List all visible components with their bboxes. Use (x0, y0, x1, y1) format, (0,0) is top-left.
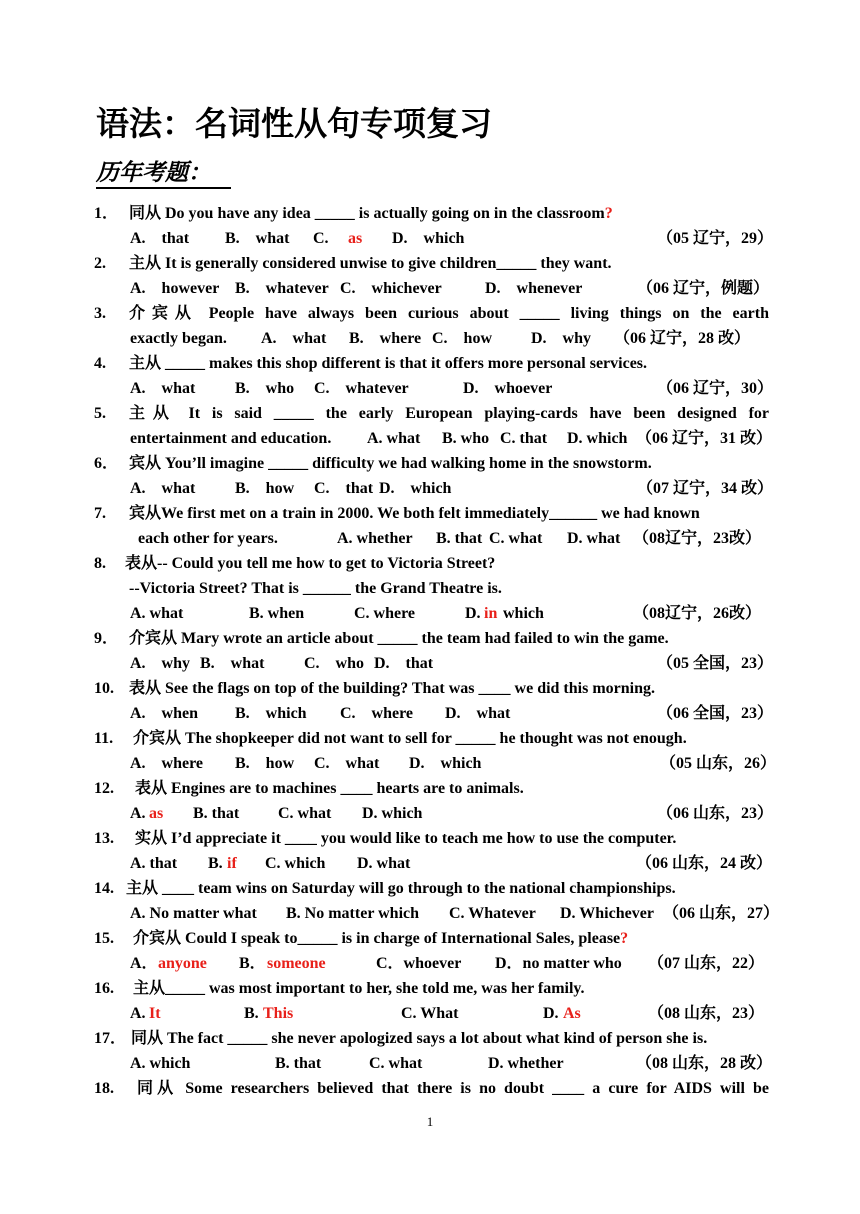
question-number: 1． (94, 205, 119, 222)
question-stem (0, 251, 860, 276)
option-a: A. that (130, 855, 178, 872)
question-options (0, 276, 860, 301)
option-a: A. why (130, 655, 191, 672)
option-a: A. what (261, 330, 327, 347)
option-d: D. Whichever (560, 905, 654, 922)
question-source: （06 辽宁，30） (657, 380, 774, 397)
question-source: （05 辽宁，29） (657, 230, 774, 247)
question-number: 3. (94, 305, 106, 322)
question-source: （08 山东，28 改） (636, 1055, 773, 1072)
option-a: A. which (130, 1055, 191, 1072)
question-options (0, 751, 860, 776)
stem-text: 同从 Do you have any idea _____ is actually going on in the classroom (129, 205, 605, 222)
option-c: C. what (314, 755, 380, 772)
option-c: C. What (401, 1005, 459, 1022)
option-a: A． (130, 955, 158, 972)
question-source: （05 山东，26） (660, 755, 777, 772)
question-number: 2. (94, 255, 106, 272)
question-options (0, 226, 860, 251)
question-options (0, 601, 860, 626)
option-b-answer: This (263, 1005, 294, 1022)
option-c: C. what (369, 1055, 423, 1072)
question-number: 5. (94, 405, 106, 422)
option-a-answer: as (149, 805, 164, 822)
option-d-rest: which (503, 605, 544, 622)
question-stem (0, 726, 860, 751)
option-d-answer: As (563, 1005, 581, 1022)
question-stem (0, 301, 860, 326)
stem-continuation: exactly began. (130, 330, 227, 347)
stem-text: 介宾从 The shopkeeper did not want to sell for _____ he thought was not enough. (133, 730, 687, 747)
question-stem (0, 1026, 860, 1051)
question-stem (0, 976, 860, 1001)
question-stem (0, 926, 860, 951)
option-b: B. what (225, 230, 290, 247)
option-a-answer: anyone (158, 955, 207, 972)
option-d: D. (465, 605, 481, 622)
question-source: （05 全国，23） (657, 655, 774, 672)
option-d: D. which (362, 805, 423, 822)
option-c: C. Whatever (449, 905, 536, 922)
question-source: （06 辽宁，28 改） (614, 330, 751, 347)
option-d: D. whether (488, 1055, 564, 1072)
question-text (133, 926, 628, 951)
option-a: A. where (130, 755, 204, 772)
option-d: D. whenever (485, 280, 583, 297)
question-options (0, 801, 860, 826)
option-a: A. what (130, 605, 184, 622)
question-stem-line2 (0, 576, 860, 601)
stem-text: 介宾从 Could I speak to_____ is in charge of International Sales, please (133, 930, 621, 947)
question-stem (0, 501, 860, 526)
question-options (0, 851, 860, 876)
stem-text: 表从 See the flags on top of the building? That was ____ we did this morning. (129, 680, 656, 697)
option-a: A. that (130, 230, 190, 247)
option-a: A. when (130, 705, 199, 722)
page-number: 1 (426, 1114, 434, 1129)
question-source: （06 山东，27） (663, 905, 780, 922)
stem-text: 主从 ____ team wins on Saturday will go through to the national championships. (126, 880, 676, 897)
option-a-answer: It (149, 1005, 161, 1022)
question-number: 13. (94, 830, 114, 847)
option-c: C. what (278, 805, 332, 822)
option-c-answer: as (348, 230, 363, 247)
option-b: B． (239, 955, 266, 972)
option-d-highlight: in (484, 605, 498, 622)
question-text (129, 201, 613, 226)
option-c: C. what (489, 530, 543, 547)
option-a: A. whether (337, 530, 413, 547)
question-options (0, 651, 860, 676)
option-c: C. where (340, 705, 414, 722)
question-number: 16. (94, 980, 114, 997)
option-d: D. what (567, 530, 621, 547)
question-number: 6． (94, 455, 119, 472)
option-d: D. that (374, 655, 434, 672)
question-source: （06 辽宁，31 改） (636, 430, 773, 447)
stem-text: 介宾从 People have always been curious about _____ living things on the earth (129, 305, 769, 322)
option-b: B. that (436, 530, 483, 547)
question-stem (0, 401, 860, 426)
stem-text: 同从 The fact _____ she never apologized says a lot about what kind of person she is. (131, 1030, 708, 1047)
option-b: B. when (249, 605, 305, 622)
question-stem (0, 776, 860, 801)
option-d: D. what (357, 855, 411, 872)
option-d: D. which (379, 480, 452, 497)
question-options (0, 326, 860, 351)
option-a: A. (130, 805, 146, 822)
question-source: （08辽宁，26改） (633, 605, 762, 622)
question-number: 4. (94, 355, 106, 372)
question-stem (0, 201, 860, 226)
option-a: A. (130, 1005, 146, 1022)
option-a: A. No matter what (130, 905, 257, 922)
question-options (0, 526, 860, 551)
stem-text: 表从-- Could you tell me how to get to Victoria Street? (125, 555, 496, 572)
option-b: B. that (193, 805, 240, 822)
question-options (0, 426, 860, 451)
option-c: C. (313, 230, 329, 247)
option-b: B. whatever (235, 280, 329, 297)
question-stem (0, 626, 860, 651)
option-a: A. what (130, 480, 196, 497)
question-number: 14. (94, 880, 114, 897)
question-source: （06 山东，24 改） (636, 855, 773, 872)
question-number: 8. (94, 555, 106, 572)
question-options (0, 1001, 860, 1026)
option-c: C. that (314, 480, 374, 497)
stem-text: 主从_____ was most important to her, she told me, was her family. (133, 980, 585, 997)
option-b: B. which (235, 705, 307, 722)
question-stem (0, 351, 860, 376)
option-c: C. who (304, 655, 365, 672)
section-heading: 历年考题： (96, 159, 231, 189)
question-number: 11. (94, 730, 114, 747)
question-options (0, 1051, 860, 1076)
stem-text: 同从 Some researchers believed that there is no doubt ____ a cure for AIDS will be (137, 1080, 769, 1097)
option-c: C. whichever (340, 280, 442, 297)
question-number: 7. (94, 505, 106, 522)
question-options (0, 901, 860, 926)
stem-text: 宾从We first met on a train in 2000. We both felt immediately______ we had known (129, 505, 700, 522)
option-b: B. how (235, 755, 295, 772)
option-d: D. what (445, 705, 511, 722)
option-d: D．no matter who (495, 955, 622, 972)
option-b: B. who (442, 430, 490, 447)
question-options (0, 951, 860, 976)
stem-text: 实从 I’d appreciate it ____ you would like to teach me how to use the computer. (135, 830, 677, 847)
question-source: （06 全国，23） (657, 705, 774, 722)
question-stem (0, 676, 860, 701)
option-b: B. (244, 1005, 259, 1022)
question-number: 15. (94, 930, 114, 947)
question-stem (0, 826, 860, 851)
option-d: D. (543, 1005, 559, 1022)
stem-text: 表从 Engines are to machines ____ hearts are to animals. (135, 780, 524, 797)
question-source: （08 山东，23） (648, 1005, 765, 1022)
stem-text: 介宾从 Mary wrote an article about _____ the team had failed to win the game. (129, 630, 669, 647)
question-number: 10. (94, 680, 114, 697)
option-c: C．whoever (376, 955, 462, 972)
stem-text: 主从 It is said _____ the early European playing-cards have been designed for (129, 405, 769, 422)
page-title: 语法：名词性从句专项复习 (96, 104, 492, 143)
question-stem (0, 551, 860, 576)
option-d: D. why (531, 330, 592, 347)
question-mark: ? (604, 205, 613, 222)
option-b-answer: if (227, 855, 237, 872)
option-d: D. which (392, 230, 465, 247)
question-number: 12. (94, 780, 114, 797)
question-options (0, 376, 860, 401)
stem-continuation: entertainment and education. (130, 430, 332, 447)
question-source: （08辽宁，23改） (633, 530, 762, 547)
question-options (0, 701, 860, 726)
option-b: B. No matter which (286, 905, 420, 922)
stem-text: 宾从 You’ll imagine _____ difficulty we had walking home in the snowstorm. (129, 455, 652, 472)
question-mark: ? (620, 930, 629, 947)
question-number: 18. (94, 1080, 114, 1097)
option-b: B. where (349, 330, 422, 347)
option-d: D. whoever (463, 380, 553, 397)
option-a: A. what (130, 380, 196, 397)
question-stem (0, 876, 860, 901)
question-options (0, 476, 860, 501)
stem-continuation: --Victoria Street? That is ______ the Grand Theatre is. (129, 580, 502, 597)
option-b: B. (208, 855, 223, 872)
question-stem (0, 1076, 860, 1101)
question-source: （07 辽宁，34 改） (637, 480, 774, 497)
option-c: C. whatever (314, 380, 409, 397)
option-b: B. that (275, 1055, 322, 1072)
question-number: 17． (94, 1030, 127, 1047)
question-source: （07 山东，22） (648, 955, 765, 972)
stem-text: 主从 _____ makes this shop different is that it offers more personal services. (129, 355, 648, 372)
option-a: A. what (367, 430, 421, 447)
stem-text: 主从 It is generally considered unwise to give children_____ they want. (129, 255, 612, 272)
option-c: C. which (265, 855, 326, 872)
option-c: C. where (354, 605, 416, 622)
option-a: A. however (130, 280, 220, 297)
option-b: B. how (235, 480, 295, 497)
option-d: D. which (567, 430, 628, 447)
option-b: B. who (235, 380, 295, 397)
option-b-answer: someone (267, 955, 326, 972)
question-number: 9． (94, 630, 119, 647)
question-source: （06 山东，23） (657, 805, 774, 822)
question-source: （06 辽宁，例题） (637, 280, 770, 297)
option-d: D. which (409, 755, 482, 772)
option-c: C. that (500, 430, 548, 447)
option-b: B. what (200, 655, 265, 672)
question-stem (0, 451, 860, 476)
stem-continuation: each other for years. (138, 530, 278, 547)
option-c: C. how (432, 330, 493, 347)
